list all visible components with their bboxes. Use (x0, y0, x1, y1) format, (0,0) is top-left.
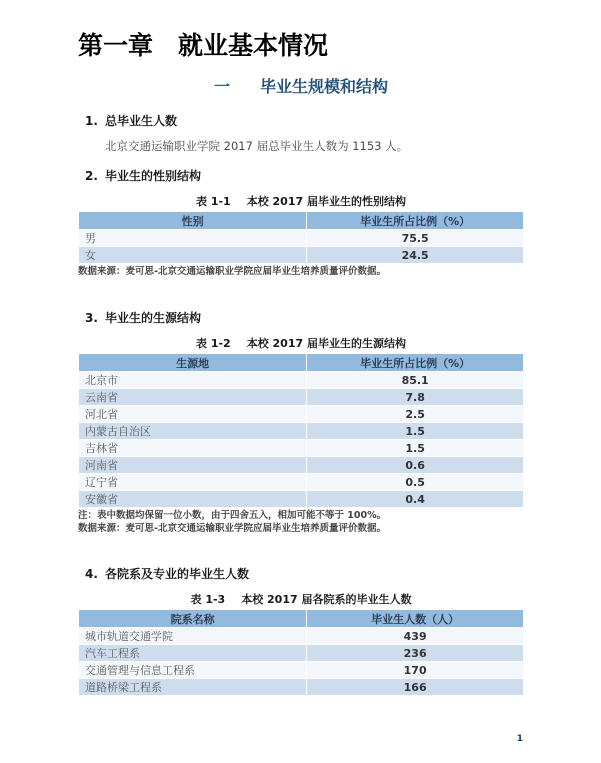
table-row (79, 645, 524, 662)
subheading-text: 各院系及专业的毕业生人数 (105, 567, 250, 582)
table-source-note: 数据来源：麦可思-北京交通运输职业学院应届毕业生培养质量评价数据。 (78, 266, 386, 278)
table-row (79, 474, 524, 491)
subheading-origin-structure (78, 311, 524, 325)
row-label: 辽宁省 (79, 474, 307, 491)
row-label: 女 (79, 247, 307, 264)
row-label: 云南省 (79, 389, 307, 406)
row-value: 75.5 (307, 230, 524, 247)
table-1-3-caption (78, 593, 524, 606)
intro-paragraph: 北京交通运输职业学院 2017 届总毕业生人数为 1153 人。 (105, 139, 409, 154)
row-value: 170 (307, 662, 524, 679)
subheading-number: 4. (85, 567, 98, 582)
table-caption-title: 本校 2017 届毕业生的生源结构 (246, 337, 406, 351)
row-label: 河北省 (79, 406, 307, 423)
origin-structure-table (78, 353, 524, 508)
table-header-row (79, 354, 524, 372)
page-number: 1 (516, 734, 523, 744)
table-row (79, 440, 524, 457)
table-row (79, 457, 524, 474)
row-value: 7.8 (307, 389, 524, 406)
table-row (79, 423, 524, 440)
row-value: 236 (307, 645, 524, 662)
subheading-text: 总毕业生人数 (105, 114, 178, 129)
table-row (79, 628, 524, 645)
section-heading-text: 毕业生规模和结构 (260, 77, 389, 97)
row-label: 北京市 (79, 372, 307, 389)
table-row (79, 679, 524, 696)
table-rounding-note: 注：表中数据均保留一位小数，由于四舍五入，相加可能不等于 100%。 (78, 510, 387, 522)
row-label: 内蒙古自治区 (79, 423, 307, 440)
table-header-row (79, 610, 524, 628)
row-value: 1.5 (307, 423, 524, 440)
column-header: 性别 (79, 212, 307, 230)
table-1-2-caption (78, 337, 524, 350)
table-header-row (79, 212, 524, 230)
table-row (79, 662, 524, 679)
column-header: 毕业生所占比例（%） (307, 212, 524, 230)
table-caption-title: 本校 2017 届各院系的毕业生人数 (241, 593, 412, 607)
row-value: 439 (307, 628, 524, 645)
row-value: 1.5 (307, 440, 524, 457)
row-label: 道路桥梁工程系 (79, 679, 307, 696)
row-label: 安徽省 (79, 491, 307, 508)
row-value: 0.6 (307, 457, 524, 474)
row-label: 汽车工程系 (79, 645, 307, 662)
table-row (79, 247, 524, 264)
subheading-text: 毕业生的性别结构 (105, 169, 202, 184)
subheading-number: 1. (85, 114, 98, 129)
table-row (79, 491, 524, 508)
table-row (79, 372, 524, 389)
column-header: 毕业生人数（人） (307, 610, 524, 628)
table-caption-label: 表 1-2 (196, 337, 231, 351)
table-caption-title: 本校 2017 届毕业生的性别结构 (246, 195, 406, 209)
column-header: 生源地 (79, 354, 307, 372)
row-label: 吉林省 (79, 440, 307, 457)
subheading-total-graduates (78, 114, 524, 128)
table-caption-label: 表 1-3 (190, 593, 226, 607)
row-value: 85.1 (307, 372, 524, 389)
subheading-number: 3. (85, 311, 98, 326)
table-source-note: 数据来源：麦可思-北京交通运输职业学院应届毕业生培养质量评价数据。 (78, 523, 386, 535)
table-caption-label: 表 1-1 (196, 195, 231, 209)
section-heading (78, 76, 524, 97)
chapter-title: 第一章 就业基本情况 (78, 31, 329, 60)
row-value: 166 (307, 679, 524, 696)
column-header: 院系名称 (79, 610, 307, 628)
subheading-gender-structure (78, 169, 524, 183)
row-value: 0.5 (307, 474, 524, 491)
section-marker: 一 (213, 77, 230, 97)
table-row (79, 389, 524, 406)
row-value: 0.4 (307, 491, 524, 508)
row-label: 男 (79, 230, 307, 247)
subheading-department-counts (78, 567, 524, 581)
subheading-number: 2. (85, 169, 98, 184)
row-label: 交通管理与信息工程系 (79, 662, 307, 679)
gender-structure-table (78, 211, 524, 264)
row-label: 城市轨道交通学院 (79, 628, 307, 645)
subheading-text: 毕业生的生源结构 (105, 311, 202, 326)
column-header: 毕业生所占比例（%） (307, 354, 524, 372)
table-row (79, 406, 524, 423)
table-1-1-caption (78, 195, 524, 208)
row-value: 24.5 (307, 247, 524, 264)
department-counts-table (78, 609, 524, 696)
row-label: 河南省 (79, 457, 307, 474)
row-value: 2.5 (307, 406, 524, 423)
table-row (79, 230, 524, 247)
